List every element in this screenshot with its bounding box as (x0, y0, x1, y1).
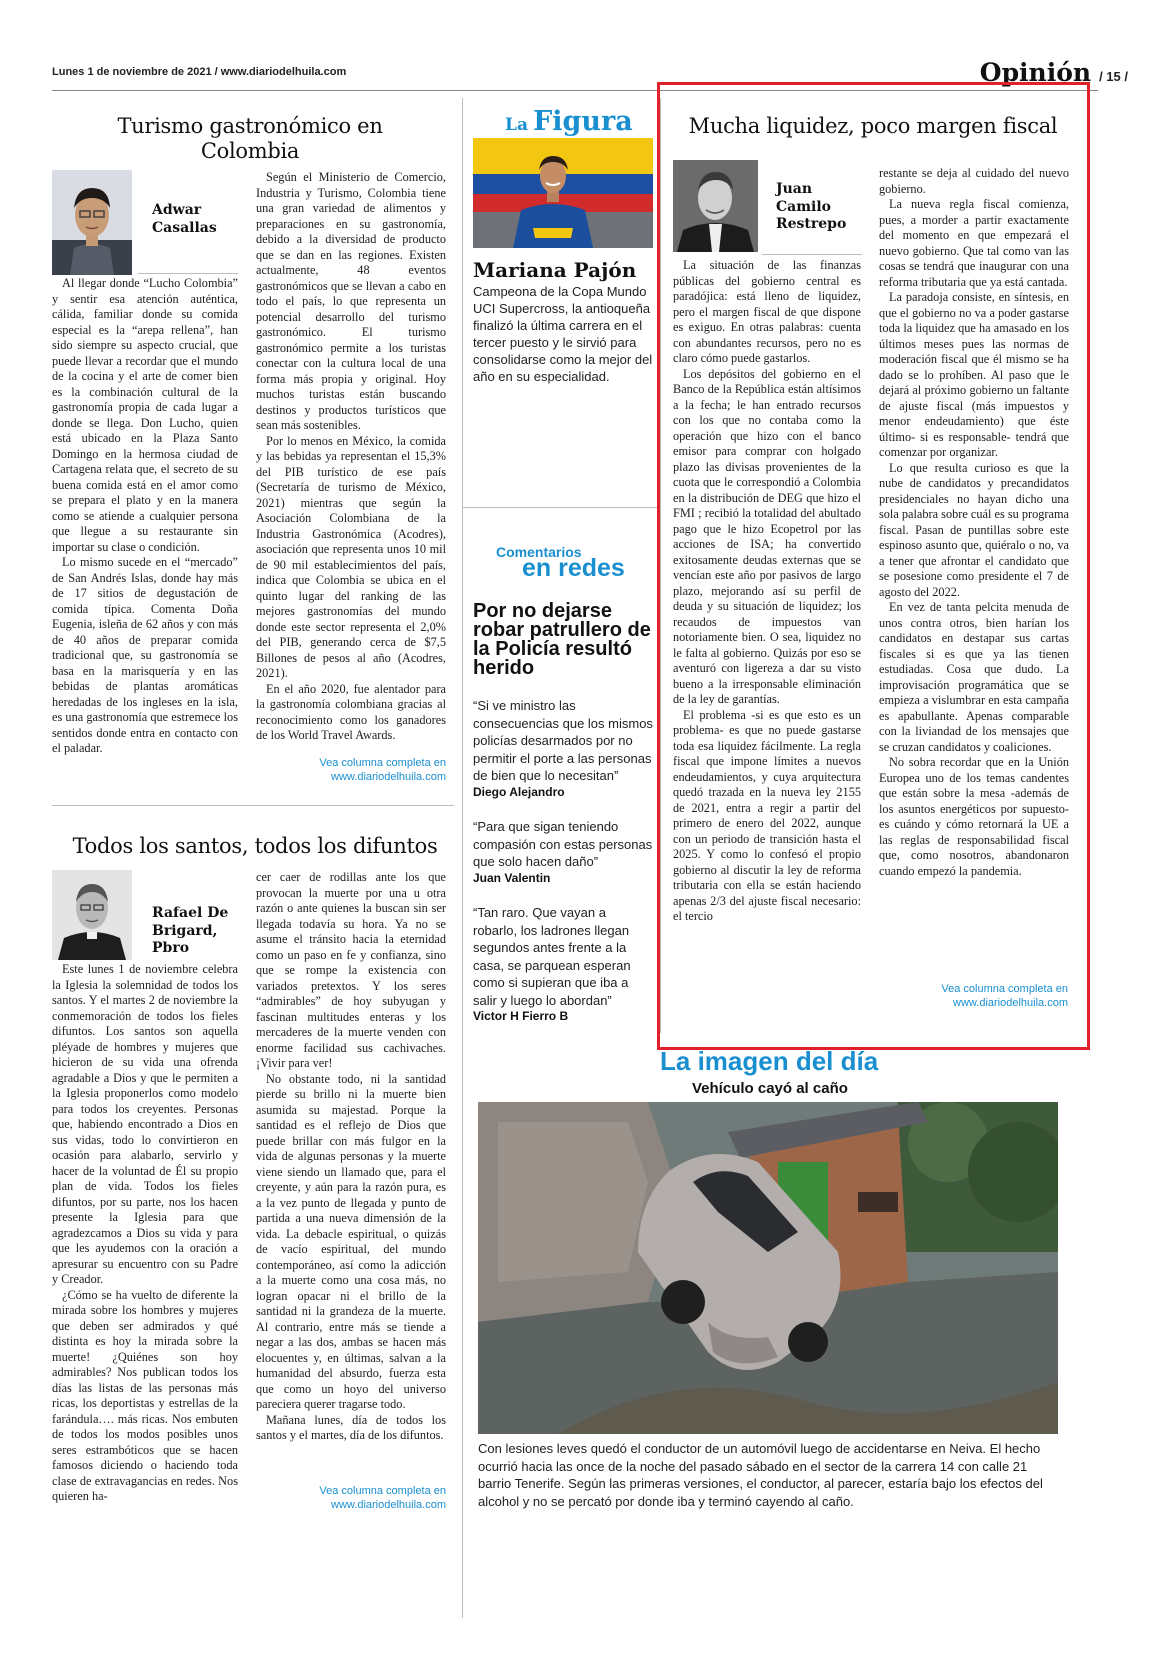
article3-column-2 (879, 166, 1069, 976)
comment-2-text: “Para que sigan teniendo compasión con estas personas que solo hacen daño” (473, 819, 653, 869)
article2-author: Rafael De Brigard, Pbro (152, 905, 229, 956)
section-divider-mid (462, 507, 660, 508)
article2-column-2 (256, 870, 446, 1478)
comment-2-author: Juan Valentin (473, 870, 551, 885)
figura-name: Mariana Pajón (473, 258, 637, 282)
redes-headline: Por no dejarse robar patrullero de la Policía resultó herido (473, 600, 651, 679)
article1-c2-p1: Según el Ministerio de Comercio, Industria y Turismo, Colombia tiene una gran variedad de alimentos y preparaciones en su gastronomía, debido a la diversidad de producto que se dan en las regiones. Existen actualmente, 48 eventos gastronómicos que se llevan a cabo en todo el país, lo que representa un potencial desarrollo del turismo gastronómico. El turismo gastronómico permite a los turistas conectar con la cultura local de una forma más propia y original. Hoy muchos turistas están buscando destinos y productos turísticos que sean más sostenibles. (256, 170, 446, 432)
article3-c2-p6: No sobra recordar que en la Unión Europea uno de los temas candentes que están sobre la mesa -además de los asuntos energéticos por supuesto- es cuándo y cómo retornará la UE a las reglas de responsabilidad fiscal que, como nosotros, abandonaron cuando empezó la pandemia. (879, 755, 1069, 878)
imagen-caption: Con lesiones leves quedó el conductor de un automóvil luego de accidentarse en Neiva. El hecho ocurrió hacia las once de la noche del pasado sábado en el sector de la carrera 14 con calle 21 barrio Tenerife. Según las primeras versiones, el conductor, al parecer, estaría bajo los efectos del alcohol y no se percató por donde iba y terminó cayendo al caño. (478, 1441, 1043, 1509)
article3-author-rule (762, 254, 862, 255)
figura-heading (505, 106, 633, 137)
article1-c1-p2: Lo mismo sucede en el “mercado” de San Andrés Islas, donde hay más de 17 sitios de degustación de comida típica. Comenta Doña Eugenia, isleña de 62 años y con más de 40 años de preparar comida tradicional que, su gastronomía se basa en la marisquería y en las bebidas de plantas aromáticas heredadas de los ingleses en la isla, es una gastronomía que estremece los sentidos donde entra en contacto con el paladar. (52, 555, 238, 755)
article3-c2-p2: La nueva regla fiscal comienza, pues, a morder a partir exactamente del momento en que empezará el nuevo gobierno. Que tal como van las cosas se tendrá que inaugurar con una reforma tributaria que ya está cantada. (879, 197, 1069, 289)
article2-headline: Todos los santos, todos los difuntos (72, 834, 438, 858)
redes-label-small: Comentarios (496, 544, 582, 560)
article2-author-photo (52, 870, 132, 960)
section-title: Opinión (979, 58, 1092, 87)
figura-title: Figura (533, 106, 633, 137)
article1-column-2 (256, 170, 446, 750)
article3-author: Juan Camilo Restrepo (776, 181, 847, 232)
article1-author-rule (138, 273, 238, 274)
comment-2 (473, 818, 653, 885)
figura-text: Campeona de la Copa Mundo UCI Supercross, la antioqueña finalizó la última carrera en el tercer puesto y le sirvió para consolidarse como la mejor del año en su especialidad. (473, 284, 653, 384)
imagen-photo (478, 1102, 1058, 1434)
article2-c2-p1: cer caer de rodillas ante los que provocan la muerte por una u otra razón o ante quienes la buscan sin ser llegada todavía su hora. Ya no se asume el tránsito hacia la eternidad como un paso en fe y confianza, sino que se rompe la existencia con variados pretextos. Y los seres “admirables” de hoy subyugan y fascinan multitudes enteras y los mercaderes de la muerte venden con enorme facilidad sus cachivaches. ¡Vivir para ver! (256, 870, 446, 1070)
article1-author-photo (52, 170, 132, 275)
article2-c2-p3: Mañana lunes, día de todos los santos y el martes, día de los difuntos. (256, 1412, 446, 1442)
article1-headline: Turismo gastronómico en Colombia (117, 114, 383, 163)
comment-3-text: “Tan raro. Que vayan a robarlo, los ladrones llegan segundos antes frente a la casa, se parquean esperan como si supieran que iba a salir y luego lo abordan” (473, 905, 631, 1008)
article1-column-1 (52, 276, 238, 781)
article2-column-1 (52, 962, 238, 1608)
article3-author-photo (673, 160, 758, 252)
figura-photo (473, 138, 653, 248)
article3-c1-p3: El problema -si es que esto es un problema- es que no puede gastarse toda esa liquidez fácilmente. La regla fiscal que impone límites a nuevos endeudamientos, y cuya arquitectura quedó trazada en la nueva ley 2155 de 2021, entra a regir a partir del primero de enero del 2022, aunque con un periodo de transición hasta el 2025. Y como lo confesó el propio gobierno al discutir la ley de reforma tributaria con ella se están haciendo apenas 2/3 del ajuste fiscal necesario: el tercio (673, 707, 861, 923)
article2-more-link[interactable]: Vea columna completa en www.diariodelhuila.com (319, 1485, 446, 1511)
imagen-title: La imagen del día (660, 1046, 879, 1076)
article1-c2-p2: Por lo menos en México, la comida y las bebidas ya representan el 15,3% del PIB turístico de ese país (Secretaría de turismo de México, 2021) mientras que según la Asociación Colombiana de la Industria Gastronómica (Acodres), asociación que representa unos 10 mil de 90 mil establecimientos del país, indica que Colombia se ubica en el quinto lugar del ranking de las mejores gastronomías del mundo donde este sector representa el 2,0% del PIB, generando cerca de $7,5 Billones de pesos al año (Acodres, 2021). (256, 433, 446, 680)
header-date-site: Lunes 1 de noviembre de 2021 / www.diariodelhuila.com (52, 66, 347, 78)
comment-3-author: Victor H Fierro B (473, 1009, 569, 1023)
figura-la: La (505, 115, 528, 135)
article1-c1-p1: Al llegar donde “Lucho Colombia” y sentir esa atención auténtica, cálida, familiar donde su comida especial es la “arepa rellena”, han sido siempre su aspecto crucial, que puede llevar a recordar que el mundo de la cocina y el arte de comer bien es la combinación cultural de la gastronomía propia de cada lugar a donde se llega. Don Lucho, quien está ubicado en la Plaza Santo Domingo en la hermosa ciudad de Cartagena relata que, el secreto de su buena comida está en el amor como se prepara el plato y en la manera como se atiende a cualquier persona que llegue a su restaurante sin importar su clase o condición. (52, 276, 238, 554)
comment-3 (473, 904, 653, 1023)
page-number: / 15 / (1099, 69, 1128, 84)
article3-c1-p2: Los depósitos del gobierno en el Banco de la República están altísimos a la fecha; le han entrado recursos con los que no contaba como la operación que hizo con el banco emisor para comprar con holgado plazo las divisas provenientes de la cuota que le correspondió a Colombia en la distribución de DEG que hizo el FMI ; recibió la totalidad del abultado pago que le hizo Ecopetrol por las acciones de ISA; ha convertido exitosamente deudas externas que se vencían este año por pasivos de largo plazo, mejorando así su perfil de deuda y su situación de liquidez; los recaudos de impuestos van notoriamente bien. O sea, liquidez no le falta al gobierno. Quizás por eso se aventuró con ligereza a dar su visto bueno a la irresponsable eliminación de la ley de garantías. (673, 366, 861, 706)
article3-column-1 (673, 258, 861, 1008)
article2-c1-p1: Este lunes 1 de noviembre celebra la Iglesia la solemnidad de todos los santos. Y el martes 2 de noviembre la conmemoración de todos los fieles difuntos. Los santos son aquella pléyade de hombres y mujeres que hicieron de su vida una ofrenda agradable a Dios y que le permiten a la Iglesia proponerlos como modelo para todos los creyentes. Personas que, habiendo encontrado a Dios en sus vidas, todo lo convirtieron en ocasión para alabarlo, servirlo y hacer de la voluntad de Él su propio plan de vida. Todos los fieles difuntos, por su parte, nos los hacen presente la Iglesia para que agradezcamos a Dios su vida y para que les ayudemos con la oración a apresurar su encuentro con su Padre y Creador. (52, 962, 238, 1286)
article3-c2-p3: La paradoja consiste, en síntesis, en que el gobierno no va a poder gastarse toda la liquidez que ha amasado en los últimos meses pues las normas de moderación fiscal que él mismo se ha dado se lo prohíben. Al paso que le dejará al próximo gobierno un faltante de ajuste fiscal (más impuestos y menor endeudamiento) que éste último- si es responsable- tendrá que comenzar por organizar. (879, 290, 1069, 459)
article3-more-link[interactable]: Vea columna completa en www.diariodelhuila.com (941, 983, 1068, 1009)
article3-headline: Mucha liquidez, poco margen fiscal (688, 114, 1058, 138)
article2-c2-p2: No obstante todo, ni la santidad pierde su brillo ni la muerte bien asumida su majestad. Porque la santidad es el reflejo de Dios que puede brillar con más fulgor en la vida de algunas personas y la muerte viene siendo un llamado que, para el creyente, y aún para la razón pura, es a la vez punto de llegada y punto de partida a una nueva dimensión de la vida. La debacle espiritual, o quizás de vacío espiritual, del mundo contemporáneo, así como la adicción a la muerte como una cosa más, no logran opacar ni el brillo de la santidad ni la grandeza de la muerte. Al contrario, entre más se tiende a negar a las dos, ambas se hacen más elocuentes y, en últimas, salvan a la humanidad del absurdo, fuerza esta que como un hoyo del universo pareciera querer tragarse todo. (256, 1071, 446, 1411)
section-divider-left (52, 805, 454, 806)
redes-label-big: en redes (522, 554, 625, 582)
column-divider-left (462, 98, 463, 1618)
article1-c2-p3: En el año 2020, fue alentador para la gastronomía colombiana gracias al reconocimiento como los ganadores de los World Travel Awards. (256, 681, 446, 742)
article3-c2-p1: restante se deja al cuidado del nuevo gobierno. (879, 166, 1069, 196)
imagen-subtitle: Vehículo cayó al caño (692, 1080, 848, 1097)
comment-1-text: “Si ve ministro las consecuencias que los mismos policías desarmados por no permitir el porte a las personas de bien que lo necesitan” (473, 698, 653, 783)
comment-1 (473, 697, 653, 799)
article1-author: Adwar Casallas (152, 202, 217, 236)
article3-c2-p4: Lo que resulta curioso es que la nube de candidatos y precandidatos presidenciales no hayan dicho una sola palabra sobre cuál es su programa fiscal. Pasan de puntillas sobre este espinoso asunto que, quiéralo o no, va a tener que afrontar el candidato que se posesione como presidente el 7 de agosto del 2022. (879, 460, 1069, 599)
article2-c1-p2: ¿Cómo se ha vuelto de diferente la mirada sobre los hombres y mujeres que deben ser admirados y qué distinta es hoy la mirada sobre la muerte! ¿Quiénes son hoy admirables? Nos publican todos los días las listas de las personas más ricas, los deportistas y estrellas de la farándula…. más ricas. Nos embuten de todos los modos posibles unos seres estrambóticos que se hacen famosos diciendo o haciendo toda clase de extravagancias en redes. Nos quieren ha- (52, 1287, 238, 1503)
article3-c2-p5: En vez de tanta pelcita menuda de unos contra otros, bien harían los candidatos en destapar sus cartas fiscales si es que ya las tienen estudiadas. Cosa que dudo. La improvisación programática que se empieza a vislumbrar en esta campaña es apabullante. Apenas comparable con la liviandad de los mensajes que se cruzan candidatos y coaliciones. (879, 600, 1069, 754)
article1-more-link[interactable]: Vea columna completa en www.diariodelhuila.com (319, 757, 446, 783)
comment-1-author: Diego Alejandro (473, 784, 565, 799)
article3-c1-p1: La situación de las finanzas públicas del gobierno central es paradójica: está lleno de liquidez, pero el margen fiscal de que dispone es exiguo. En otras palabras: cuenta con abundantes recursos, pero no es claro cómo puede gastarlos. (673, 258, 861, 365)
